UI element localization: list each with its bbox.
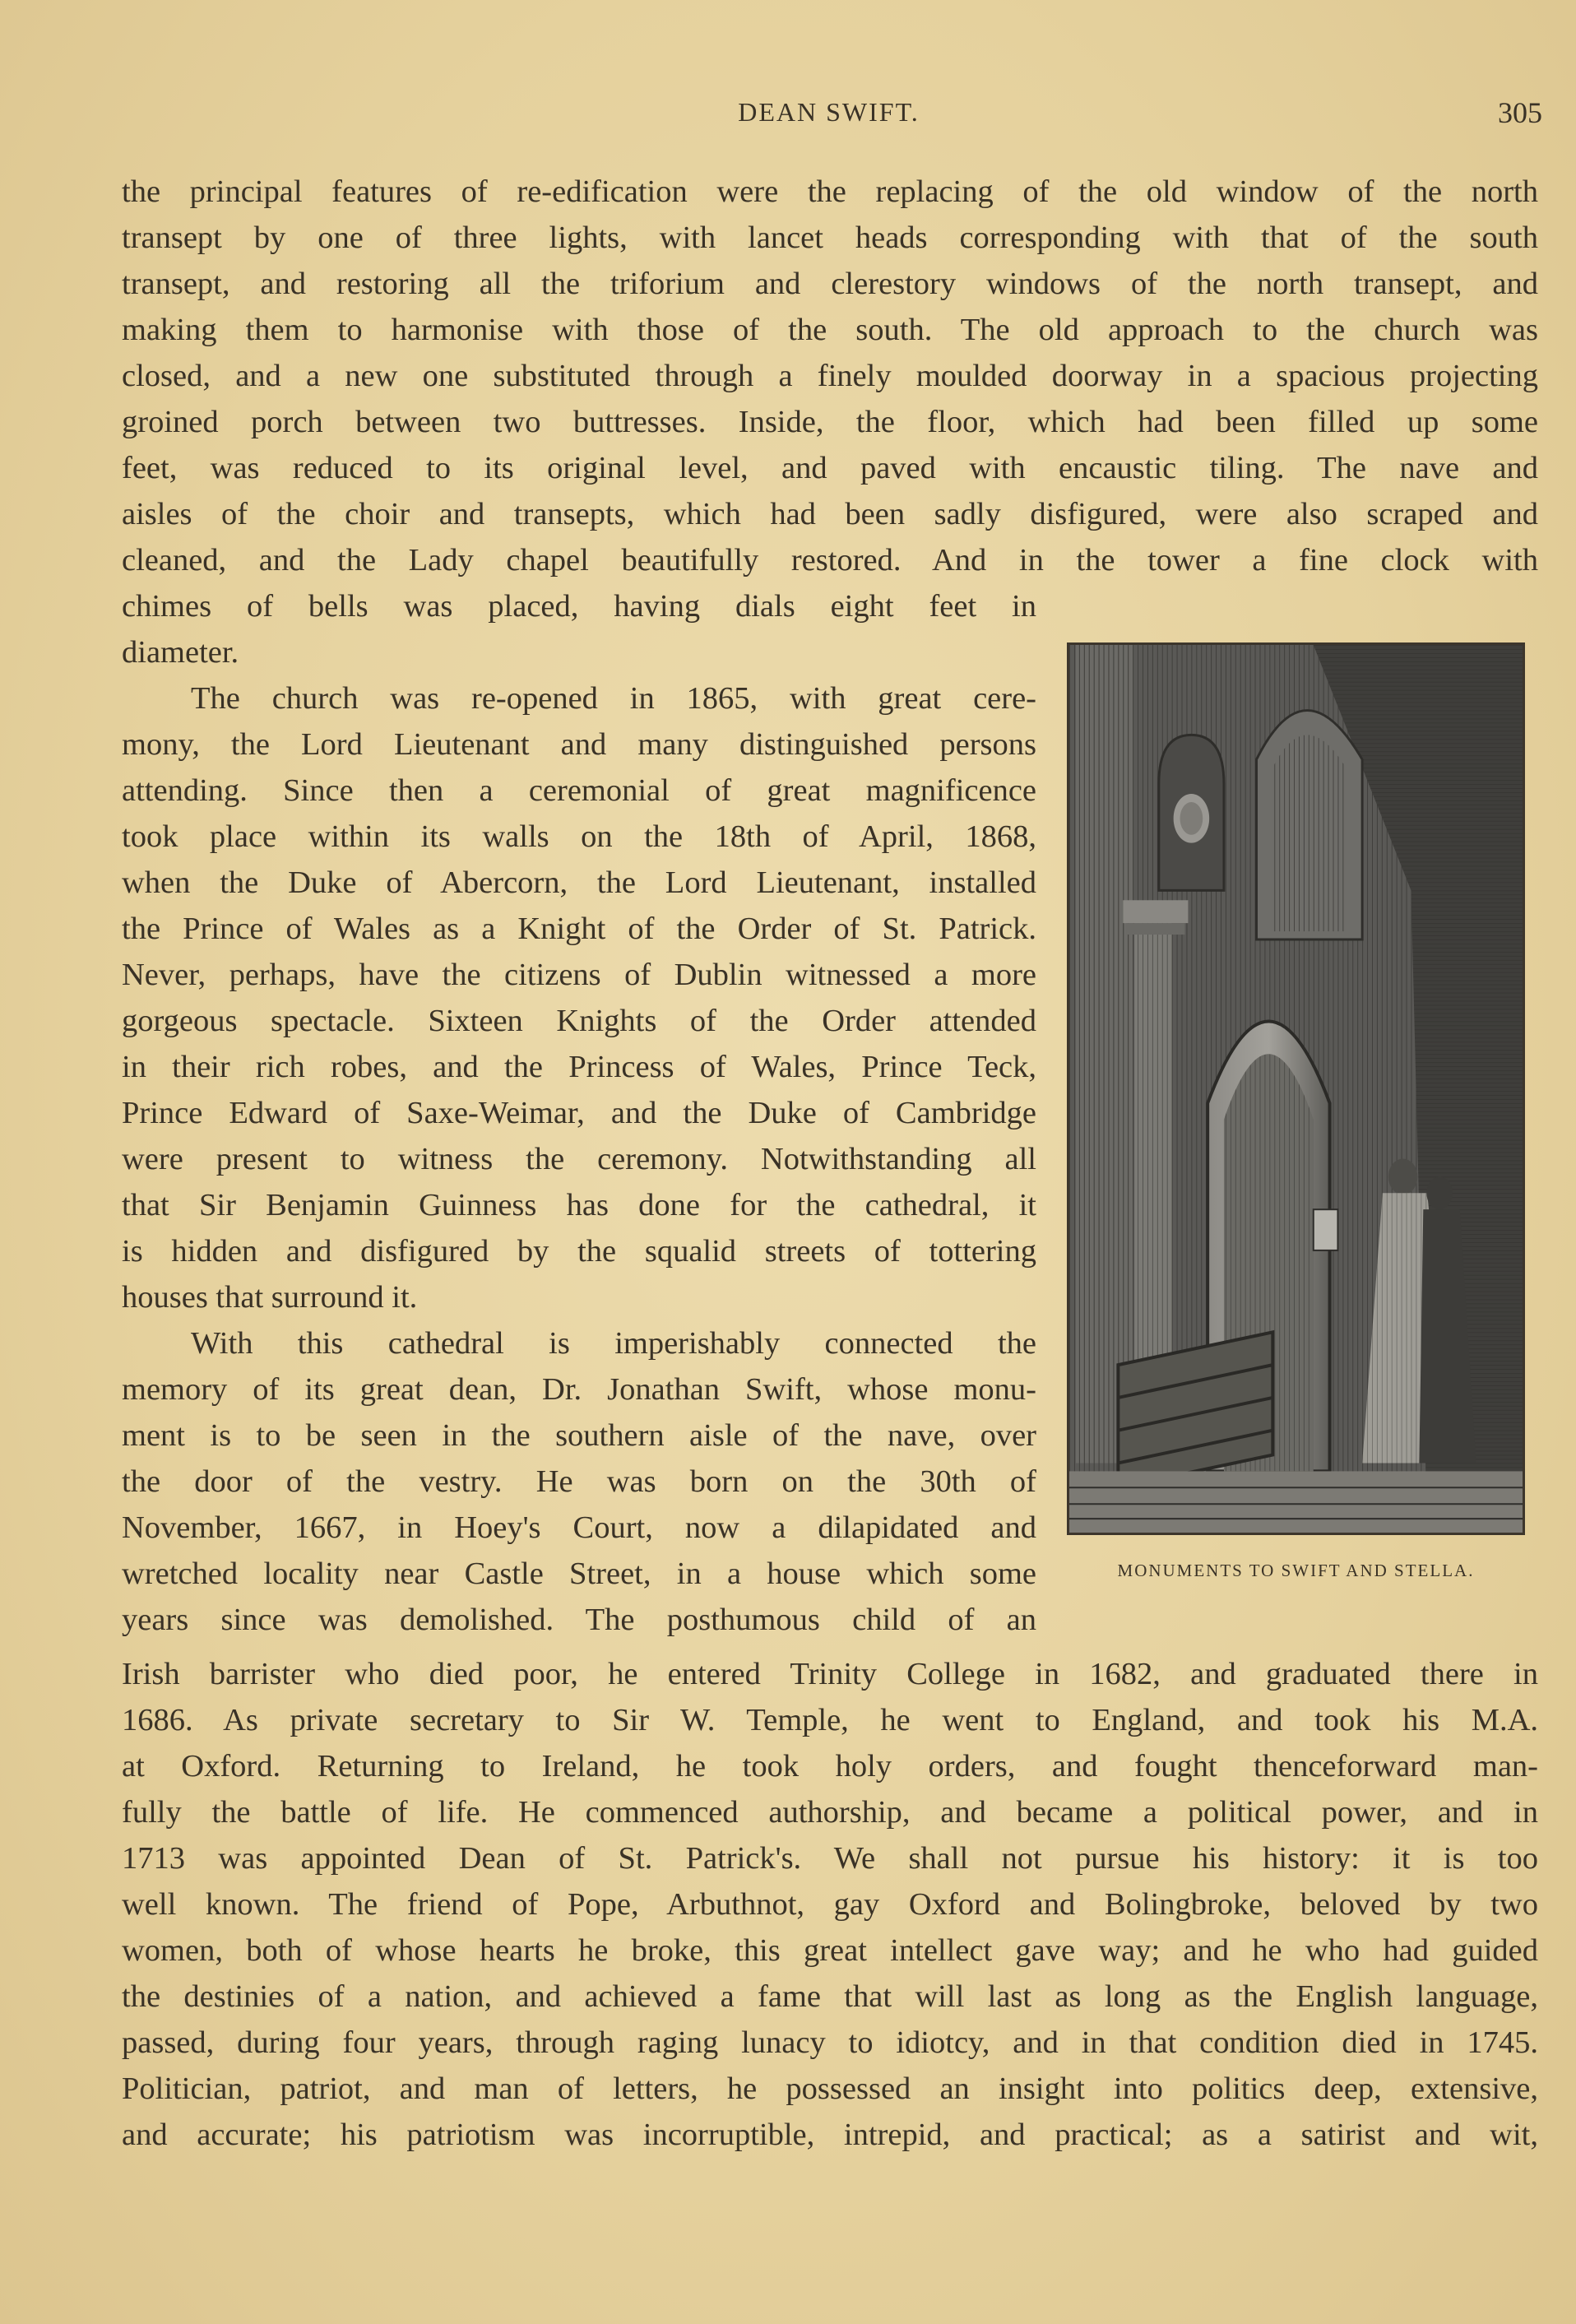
cathedral-interior-engraving	[1069, 645, 1523, 1533]
text-line: gorgeous spectacle. Sixteen Knights of the Order attended	[122, 1004, 1036, 1038]
text-line: memory of its great dean, Dr. Jonathan Swift, whose monu-	[122, 1372, 1036, 1407]
text-line: With this cathedral is imperishably connected the	[191, 1326, 1036, 1361]
text-line: transept by one of three lights, with lancet heads corresponding with that of the south	[122, 220, 1538, 255]
text-line: houses that surround it.	[122, 1280, 418, 1315]
text-line: 1713 was appointed Dean of St. Patrick's. We shall not pursue his history: it is too	[122, 1841, 1538, 1876]
text-line: feet, was reduced to its original level, and paved with encaustic tiling. The nave and	[122, 451, 1538, 485]
text-line: that Sir Benjamin Guinness has done for the cathedral, it	[122, 1188, 1036, 1222]
text-line: is hidden and disfigured by the squalid streets of tottering	[122, 1234, 1036, 1269]
text-line: closed, and a new one substituted through a finely moulded doorway in a spacious projecting	[122, 359, 1538, 393]
text-line: well known. The friend of Pope, Arbuthnot, gay Oxford and Bolingbroke, beloved by two	[122, 1887, 1538, 1922]
text-line: fully the battle of life. He commenced authorship, and became a political power, and in	[122, 1795, 1538, 1830]
text-line: passed, during four years, through raging lunacy to idiotcy, and in that condition died in 1745.	[122, 2025, 1538, 2060]
text-line: diameter.	[122, 635, 239, 670]
text-line: the Prince of Wales as a Knight of the Order of St. Patrick.	[122, 912, 1036, 946]
text-line: Prince Edward of Saxe-Weimar, and the Duke of Cambridge	[122, 1096, 1036, 1130]
text-line: chimes of bells was placed, having dials eight feet in	[122, 589, 1036, 624]
text-line: the principal features of re-edification were the replacing of the old window of the north	[122, 174, 1538, 209]
text-line: were present to witness the ceremony. Notwithstanding all	[122, 1142, 1036, 1176]
text-line: ment is to be seen in the southern aisle of the nave, over	[122, 1418, 1036, 1453]
text-line: Never, perhaps, have the citizens of Dublin witnessed a more	[122, 958, 1036, 992]
text-line: took place within its walls on the 18th of April, 1868,	[122, 819, 1036, 854]
text-line: Politician, patriot, and man of letters, he possessed an insight into politics deep, extensive,	[122, 2071, 1538, 2106]
text-line: making them to harmonise with those of the south. The old approach to the church was	[122, 313, 1538, 347]
text-line: at Oxford. Returning to Ireland, he took holy orders, and fought thenceforward man-	[122, 1749, 1538, 1784]
figure-caption: MONUMENTS TO SWIFT AND STELLA.	[1117, 1561, 1475, 1580]
text-line: the door of the vestry. He was born on the 30th of	[122, 1464, 1036, 1499]
text-line: years since was demolished. The posthumous child of an	[122, 1603, 1036, 1637]
text-line: aisles of the choir and transepts, which had been sadly disfigured, were also scraped and	[122, 497, 1538, 531]
text-line: wretched locality near Castle Street, in a house which some	[122, 1556, 1036, 1591]
text-line: Irish barrister who died poor, he entered Trinity College in 1682, and graduated there in	[122, 1657, 1538, 1691]
engraving-illustration	[1067, 642, 1525, 1535]
text-line: in their rich robes, and the Princess of Wales, Prince Teck,	[122, 1050, 1036, 1084]
text-line: women, both of whose hearts he broke, this great intellect gave way; and he who had guided	[122, 1933, 1538, 1968]
text-line: The church was re-opened in 1865, with great cere-	[191, 681, 1036, 716]
text-line: cleaned, and the Lady chapel beautifully restored. And in the tower a fine clock with	[122, 543, 1538, 578]
running-title: DEAN SWIFT.	[738, 97, 920, 127]
text-line: transept, and restoring all the triforium and clerestory windows of the north transept, and	[122, 267, 1538, 301]
text-line: November, 1667, in Hoey's Court, now a dilapidated and	[122, 1510, 1036, 1545]
page-number: 305	[1498, 96, 1542, 129]
text-line: attending. Since then a ceremonial of great magnificence	[122, 773, 1036, 808]
text-line: when the Duke of Abercorn, the Lord Lieutenant, installed	[122, 865, 1036, 900]
text-line: mony, the Lord Lieutenant and many distinguished persons	[122, 727, 1036, 762]
text-line: and accurate; his patriotism was incorruptible, intrepid, and practical; as a satirist and wit,	[122, 2118, 1538, 2152]
text-line: the destinies of a nation, and achieved a fame that will last as long as the English language,	[122, 1979, 1538, 2014]
text-line: 1686. As private secretary to Sir W. Temple, he went to England, and took his M.A.	[122, 1703, 1538, 1737]
text-line: groined porch between two buttresses. Inside, the floor, which had been filled up some	[122, 405, 1538, 439]
running-head	[115, 92, 1542, 133]
